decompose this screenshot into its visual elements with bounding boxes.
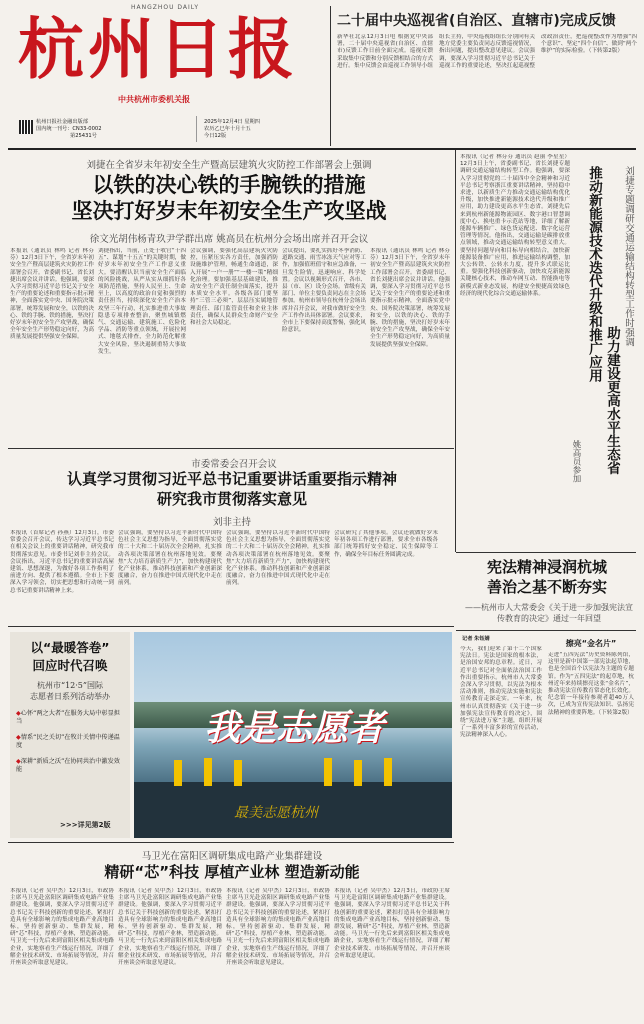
meeting-kicker: 市委常委会召开会议	[191, 459, 277, 470]
volunteer-sub-2: 志愿者日系列活动举办	[30, 692, 110, 701]
volunteer-photo	[134, 632, 452, 838]
lead-col-4: 会议提出，要扎实抓好冬季消防、道路交通、雨雪冰冻天气应对等工作，加强值班值守和应急准备，一旦发生险情，迅速响应、科学处置。会议以视频形式召开，各市、县（市、区）设分会场。省级有关部门、单位主要负责同志在主会场参加。杭州市领导在杭州分会场出席并召开会议，对我市做好安全生产工作作出具体部署。会议要求，全市上下要保持高度警惕，强化风险意识。	[282, 248, 366, 334]
masthead-date: 2025年12月4日 星期四	[204, 119, 260, 125]
right-lead-sub: 姚高员参加	[571, 440, 581, 483]
lead-col-2: 刘捷指出，当前，正处于收官“十四五”、谋划“十五五”的关键时期，做好岁末年初安全生产工作意义重大。要清醒认识当前安全生产面临的风险挑战，从严从实从细抓好各项防范措施，坚持人民至上、生命至上，以高度的政治自觉和强烈的责任担当，持续深化安全生产治本攻坚三年行动，扎实推进重大事故隐患专项排查整治，聚焦城镇燃气、交通运输、建筑施工、危险化学品、消防等重点领域，开展拉网式、地毯式排查，全力防范化解重大安全风险，坚决遏制重特大事故发生。	[98, 248, 186, 355]
meeting-col-3: 会议强调，要坚持以习近平新时代中国特色社会主义思想为指导，全面贯彻落实党的二十大和二十届历次全会精神，扎实推动各项决策部署在杭州落地见效。要聚焦“大力培育新质生产力”，加快构建现代化产业体系，推动科技创新和产业创新深度融合，奋力在推进中国式现代化中走在前列。	[226, 530, 330, 587]
masthead-org: 中共杭州市委机关报	[118, 95, 190, 104]
constitution-pull: 擦亮“金名片”	[565, 639, 617, 648]
diamond-icon: ◆	[16, 734, 21, 741]
volunteer-item: ◆情系“民之关切”在牧计关情中传递温度	[16, 734, 120, 749]
photo-big-text: 我是志愿者	[204, 707, 385, 749]
top-story-title: 二十届中央巡视省(自治区、直辖市)完成反馈	[337, 13, 616, 29]
lead-col-3: 会议强调，要强化高层建筑火灾防控，压紧压实各方责任，加强消防设施维护管理，畅通生命通道，深入开展“一户一册”“一楼一策”精细化治理。要加强基层基础建设，推动安全生产责任制全面落实，提升本质安全水平。各级各部门要坚持“三管三必须”，层层压实属地管理责任、部门监管责任和企业主体责任，确保人民群众生命财产安全和社会大局稳定。	[190, 248, 278, 327]
volunteer-title-1: 以“最暖答卷”	[30, 640, 110, 655]
volunteer-title-2: 回应时代召唤	[32, 658, 108, 673]
masthead-pinyin: HANGZHOU DAILY	[131, 4, 199, 11]
diamond-icon: ◆	[16, 710, 21, 717]
stage-performer	[324, 758, 332, 786]
right-lead-kicker: 刘捷专题调研交通运输结构转型工作时强调	[623, 166, 634, 347]
stage-performer	[354, 760, 362, 786]
stage-performer	[384, 758, 392, 786]
constitution-title-2: 善治之基不断夯实	[486, 578, 607, 596]
meeting-title-2: 研究我市贯彻落实意见	[156, 490, 307, 508]
tech-kicker: 马卫光在富阳区调研集成电路产业集群建设	[141, 851, 323, 862]
meeting-col-4: 会议研究了其他事项。会议还就做好岁末年初各项工作进行部署，要求全市各级各部门统筹抓好安全稳定、民生保障等工作，确保全年目标任务圆满完成。	[334, 530, 438, 558]
stage-performer	[234, 760, 242, 786]
tech-col-2: 本报讯（记者 吴中杰）12月3日，市政协主席马卫光赴富阳区调研集成电路产业集群建设。他强调，要深入学习贯彻习近平总书记关于科技创新的重要论述，紧扣打造具有全球影响力的集成电路产业高地目标，坚持创新驱动、集群发展，精研“芯”科技，厚植产业林，塑造新动能。马卫光一行先后来到富阳区相关集成电路企业，实地察看生产线运行情况，详细了解企业技术研发、市场拓展等情况，并召开座谈会听取意见建议。	[118, 888, 222, 967]
right-lead-body: 本报讯（记者 林芬芬 通讯员 赵丽 李星星）12月3日上午，省委副书记、省长刘捷专题调研交通运输结构转型工作。他强调，要深入学习贯彻党的二十届四中全会精神和习近平总书记考察浙江重要讲话精神，坚持稳中求进，以新质生产力推动交通运输结构优化升级，加快推进新能源技术迭代升级和推广应用，助力建设更高水平生态省。刘捷先后来到杭州新能源物流园区、数字港口智慧调度中心、换电重卡示范站等地，详细了解新能源车辆推广、绿色货运配送、数字化运营管理等情况。他指出，交通运输是碳排放重点领域，推动交通运输结构转型意义重大。要坚持问题导向和目标导向相结合，加快新能源装备推广应用，推进运输结构调整，加大公转铁、公转水力度，提升多式联运比重。要强化科技创新驱动，加快攻克新能源关键核心技术，推动车网互动、智能换电等新模式新业态发展，构建安全便捷高效绿色经济的现代化综合交通运输体系。	[460, 154, 570, 297]
tech-col-4: 本报讯（记者 吴中杰）12月3日，市政协主席马卫光赴富阳区调研集成电路产业集群建设。他强调，要深入学习贯彻习近平总书记关于科技创新的重要论述，紧扣打造具有全球影响力的集成电路产业高地目标，坚持创新驱动、集群发展，精研“芯”科技，厚植产业林，塑造新动能。马卫光一行先后来到富阳区相关集成电路企业，实地察看生产线运行情况，详细了解企业技术研发、市场拓展等情况，并召开座谈会听取意见建议。	[334, 888, 450, 959]
lead-subtitle: 徐文光胡伟杨青玖尹学群出席 姚高员在杭州分会场出席并召开会议	[89, 234, 369, 245]
constitution-col-1: 今天，我们迎来了第十二个国家宪法日。宪法是国家的根本法，是治国安邦的总章程。近日，习近平总书记对全面依法治国工作作出重要指示。杭州市人大常委会深入学习贯彻，以宪法为根本活动准则，推动宪法实施和宪法宣传教育走深走实。一年来，杭州市认真贯彻落实《关于进一步加强宪法宣传教育的决定》，围绕“宪法进万家”主题，组织开展了一系列丰富多彩的宣传活动，宪法精神深入人心。	[460, 646, 542, 739]
constitution-col-2: 走进“五四宪法”历史资料陈列馆，这里是新中国第一部宪法起草地，也是全国首个以宪法为主题的专题馆。作为“五四宪法”的起草地，杭州近年来持续擦亮这张“金名片”，推动宪法宣传教育常态化长效化。纪念馆一年接待参观者超40万人次，已成为宣传宪法知识、弘扬宪法精神的重要阵地。（下转第2版）	[548, 652, 634, 716]
meeting-title-1: 认真学习贯彻习近平总书记重要讲话重要指示精神	[66, 470, 397, 488]
see-page-2-link[interactable]: >>>详见第2版	[60, 821, 111, 829]
diamond-icon: ◆	[16, 758, 21, 765]
meeting-host: 刘非主持	[212, 517, 251, 528]
volunteer-item: ◆深耕“新质之沃”在协同共治中激发效能	[16, 758, 120, 773]
masthead-website: 杭州日报社金融出版部	[36, 119, 88, 125]
volunteer-sub-1: 杭州市“12·5”国际	[37, 681, 103, 690]
masthead-pages: 今日12版	[204, 133, 227, 139]
stage-performer	[174, 760, 182, 786]
masthead-lunar: 农历乙巳年十月十五	[204, 126, 251, 132]
tech-col-1: 本报讯（记者 吴中杰）12月3日，市政协主席马卫光赴富阳区调研集成电路产业集群建设。他强调，要深入学习贯彻习近平总书记关于科技创新的重要论述，紧扣打造具有全球影响力的集成电路产业高地目标，坚持创新驱动、集群发展，精研“芯”科技，厚植产业林，塑造新动能。马卫光一行先后来到富阳区相关集成电路企业，实地察看生产线运行情况，详细了解企业技术研发、市场拓展等情况，并召开座谈会听取意见建议。	[10, 888, 114, 967]
masthead-issue: 第25431号	[70, 133, 97, 139]
lead-col-5: 本报讯（通讯员 林鸣 记者 林芬芬）12月3日下午，全省岁末年初安全生产暨高层建筑火灾防控工作部署会召开。省委副书记、省长刘捷出席会议并讲话。他强调，要深入学习贯彻习近平总书记关于安全生产的重要论述和重要指示批示精神，全面落实党中央、国务院决策部署，统筹发展和安全，以铁的决心、铁的手腕、铁的措施，坚决打好岁末年初安全生产攻坚战，确保全年安全生产形势稳定向好，为高质量发展提供坚强安全保障。	[370, 248, 450, 348]
masthead-title: 杭州日报	[18, 10, 298, 88]
photo-caption: 最美志愿杭州	[234, 805, 318, 821]
constitution-sub: ——杭州市人大常委会《关于进一步加强宪法宣传教育的决定》通过一年回望	[465, 603, 633, 623]
lead-title-1: 以铁的决心铁的手腕铁的措施	[92, 173, 366, 197]
constitution-title-1: 宪法精神浸润杭城	[486, 558, 607, 576]
right-lead-title-a: 推动新能源技术迭代升级和推广应用	[586, 166, 602, 382]
tech-col-3: 本报讯（记者 吴中杰）12月3日，市政协主席马卫光赴富阳区调研集成电路产业集群建设。他强调，要深入学习贯彻习近平总书记关于科技创新的重要论述，紧扣打造具有全球影响力的集成电路产业高地目标，坚持创新驱动、集群发展，精研“芯”科技，厚植产业林，塑造新动能。马卫光一行先后来到富阳区相关集成电路企业，实地察看生产线运行情况，详细了解企业技术研发、市场拓展等情况，并召开座谈会听取意见建议。	[226, 888, 330, 967]
constitution-byline: 记者 朱钰婧	[462, 636, 490, 642]
tech-title: 精研“芯”科技 厚植产业林 塑造新动能	[104, 863, 360, 881]
qr-code	[19, 120, 33, 134]
meeting-col-2: 会议强调，要坚持以习近平新时代中国特色社会主义思想为指导，全面贯彻落实党的二十大和二十届历次全会精神，扎实推动各项决策部署在杭州落地见效。要聚焦“大力培育新质生产力”，加快构建现代化产业体系，推动科技创新和产业创新深度融合，奋力在推进中国式现代化中走在前列。	[118, 530, 222, 587]
top-story-body: 新华社北京12月3日电 根据党中央部署，二十届中央巡视省(自治区、直辖市)反馈工作日前全面完成。巡视反馈采取集中反馈和分别反馈相结合的方式进行。集中反馈会由巡视工作领导小组组长主持，中央巡视组组长分别向有关地方党委主要负责同志反馈巡视情况，指出问题，提出整改意见建议。会议强调，要深入学习贯彻习近平总书记关于巡视工作的重要论述，坚决扛起巡视整改政治责任，把巡视整改作为增强“四个意识”、坚定“四个自信”、做到“两个维护”的实际检验。（下转第2版）	[337, 34, 637, 69]
lead-title-2: 坚决打好岁末年初安全生产攻坚战	[71, 199, 387, 223]
masthead-issn: 国内统一刊号：CN33-0002	[36, 126, 102, 132]
stage-performer	[204, 758, 212, 786]
lead-col-1: 本报讯（通讯员 林鸣 记者 林芬芬）12月3日下午，全省岁末年初安全生产暨高层建筑火灾防控工作部署会召开。省委副书记、省长刘捷出席会议并讲话。他强调，要深入学习贯彻习近平总书记关于安全生产的重要论述和重要指示批示精神，全面落实党中央、国务院决策部署，统筹发展和安全，以铁的决心、铁的手腕、铁的措施，坚决打好岁末年初安全生产攻坚战，确保全年安全生产形势稳定向好，为高质量发展提供坚强安全保障。	[10, 248, 94, 341]
lead-kicker: 刘捷在全省岁末年初安全生产暨高层建筑火灾防控工作部署会上强调	[86, 160, 372, 171]
right-lead-title-b: 助力建设更高水平生态省	[604, 326, 620, 475]
volunteer-item: ◆心怀“两之大者”在服务大局中彰显担当	[16, 710, 120, 725]
meeting-col-1: 本报讯（首席记者 孙燕）12月3日，市委常委会召开会议，传达学习习近平总书记在相关会议上的重要讲话精神，研究我市贯彻落实意见。市委书记刘非主持会议。会议指出，习近平总书记的重要讲话高屋建瓴、思想深邃，为做好各项工作指明了前进方向、提供了根本遵循。全市上下要深入学习领会，切实把思想和行动统一到总书记重要讲话精神上来。	[10, 530, 114, 594]
